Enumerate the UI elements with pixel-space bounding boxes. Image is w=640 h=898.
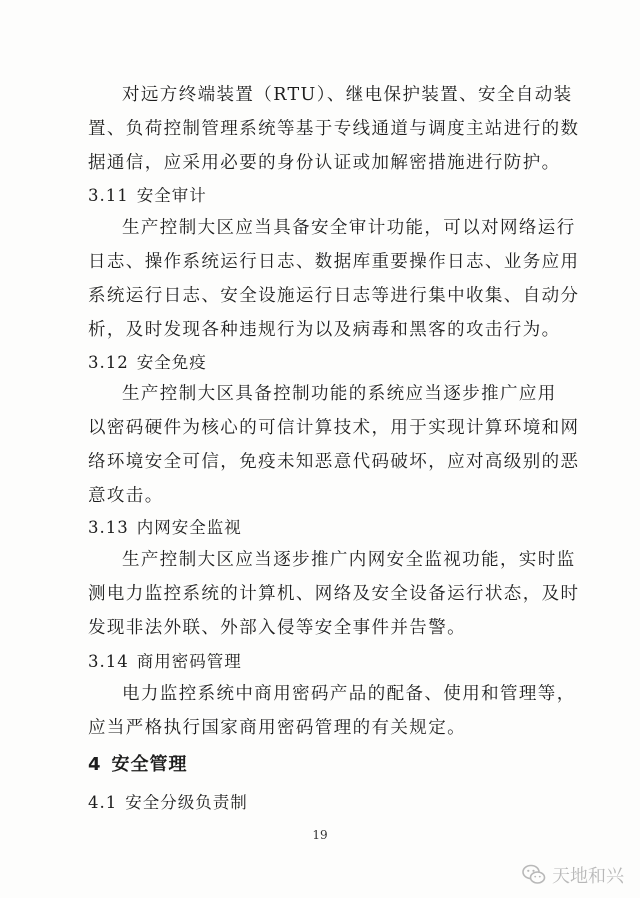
- section-title: 安全审计: [136, 186, 207, 205]
- text-line: 以密码硬件为核心的可信计算技术，用于实现计算环境和网: [88, 418, 580, 438]
- text-line: 置、负荷控制管理系统等基于专线通道与调度主站进行的数: [88, 119, 580, 139]
- text-line: 生产控制大区应当具备安全审计功能，可以对网络运行: [122, 218, 576, 238]
- page-number: 19: [312, 828, 328, 842]
- paragraph-commercial-cryptography: [88, 677, 576, 745]
- paragraph-security-audit: [88, 211, 580, 347]
- text-line: 据通信，应采用必要的身份认证或加解密措施进行防护。: [88, 153, 561, 173]
- text-line: 测电力监控系统的计算机、网络及安全设备运行状态，及时: [88, 584, 580, 604]
- section-heading-3-13: [88, 515, 242, 541]
- section-number: 4.1: [88, 793, 118, 812]
- section-heading-3-12: [88, 350, 207, 376]
- text-line: 析，及时发现各种违规行为以及病毒和黑客的攻击行为。: [88, 320, 561, 340]
- section-title: 内网安全监视: [136, 518, 242, 537]
- chapter-heading-4: [88, 752, 188, 778]
- chapter-number: 4: [88, 754, 102, 775]
- text-line: 络环境安全可信，免疫未知恶意代码破坏，应对高级别的恶: [88, 452, 580, 472]
- paragraph-intranet-monitoring: [88, 543, 580, 645]
- section-title: 安全分级负责制: [125, 793, 248, 812]
- chapter-title: 安全管理: [111, 754, 188, 775]
- text-line: 电力监控系统中商用密码产品的配备、使用和管理等，: [122, 684, 576, 704]
- wechat-icon: [522, 864, 546, 886]
- section-heading-3-14: [88, 649, 242, 675]
- paragraph-security-immunity: [88, 377, 580, 513]
- text-line: 生产控制大区具备控制功能的系统应当逐步推广应用: [122, 384, 557, 404]
- text-line: 应当严格执行国家商用密码管理的有关规定。: [88, 718, 466, 738]
- section-number: 3.11: [88, 186, 129, 205]
- watermark-text: 天地和兴: [552, 866, 624, 887]
- section-number: 3.12: [88, 353, 129, 372]
- section-title: 安全免疫: [136, 353, 207, 372]
- text-line: 系统运行日志、安全设施运行日志等进行集中收集、自动分: [88, 286, 580, 306]
- text-line: 生产控制大区应当逐步推广内网安全监视功能，实时监: [122, 550, 576, 570]
- text-line: 发现非法外联、外部入侵等安全事件并告警。: [88, 618, 466, 638]
- section-title: 商用密码管理: [136, 652, 242, 671]
- section-heading-3-11: [88, 183, 207, 209]
- section-number: 3.14: [88, 652, 129, 671]
- text-line: 对远方终端装置（RTU）、继电保护装置、安全自动装: [122, 85, 573, 105]
- section-heading-4-1: [88, 790, 248, 816]
- text-line: 日志、操作系统运行日志、数据库重要操作日志、业务应用: [88, 252, 580, 272]
- section-number: 3.13: [88, 518, 129, 537]
- watermark: [522, 862, 624, 888]
- paragraph-rtu-communication: [88, 78, 580, 180]
- text-line: 意攻击。: [88, 486, 164, 506]
